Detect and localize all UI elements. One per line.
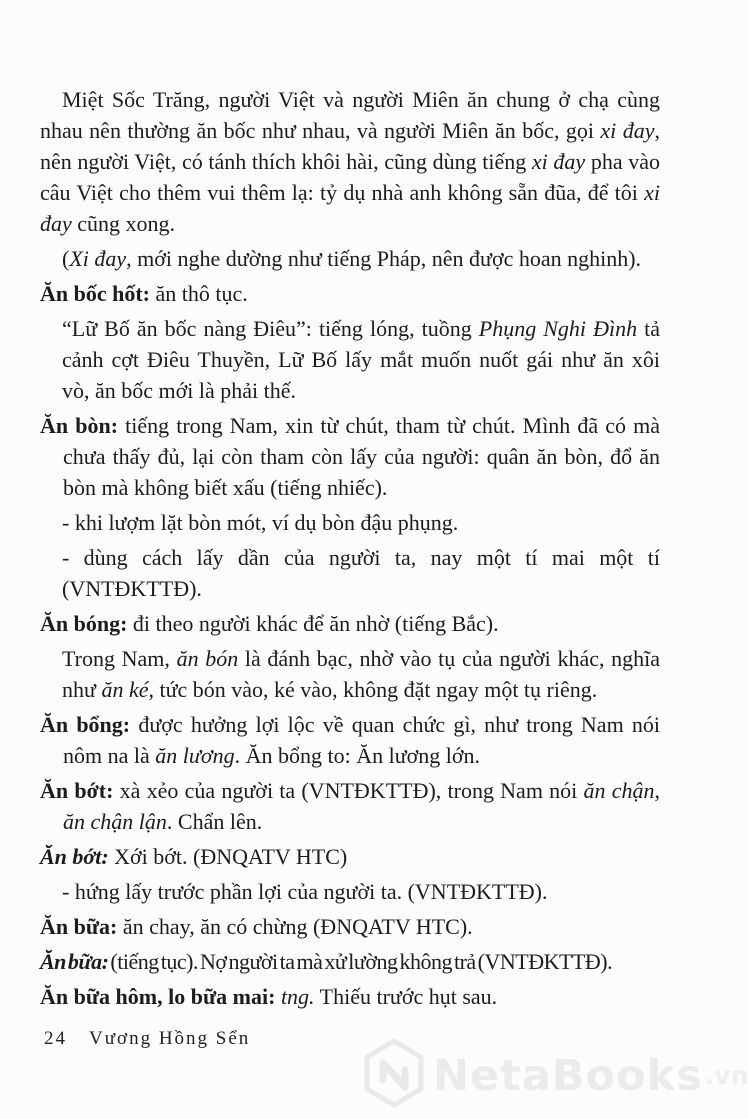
page-footer <box>44 1028 250 1050</box>
page-number: 24 <box>44 1028 67 1049</box>
netabooks-hexagon-n-logo-icon <box>362 1038 426 1113</box>
dictionary-entry: Ăn bữa: ăn chay, ăn có chừng (ĐNQATV HTC). <box>40 914 473 939</box>
dictionary-entry: Ăn bữa hôm, lo bữa mai: tng. Thiếu trước hụt sau. <box>40 984 498 1009</box>
dictionary-entry: Ăn bốc hốt: ăn thô tục. <box>40 281 248 306</box>
dictionary-entry: Ăn bữa: (tiếng tục). Nợ người ta mà xử lường không trả (VNTĐKTTĐ). <box>40 949 613 974</box>
paragraph: Trong Nam, ăn bón là đánh bạc, nhờ vào tụ của người khác, nghĩa như ăn ké, tức bón vào, ké vào, không đặt ngay một tụ riêng. <box>62 646 660 702</box>
dictionary-entry: Ăn bớt: Xới bớt. (ĐNQATV HTC) <box>40 844 348 869</box>
paragraph: “Lữ Bố ăn bốc nàng Điêu”: tiếng lóng, tuồng Phụng Nghi Đình tả cảnh cợt Điêu Thuyền, Lữ Bố lấy mắt muốn nuốt gái như ăn xôi vò, ăn bốc mới là phải thế. <box>62 316 660 403</box>
watermark <box>362 1038 748 1113</box>
watermark-brand-text: NetaBooks <box>433 1050 703 1101</box>
dictionary-entry: Ăn bổng: được hưởng lợi lộc về quan chức gì, như trong Nam nói nôm na là ăn lương. Ăn bổng to: Ăn lương lớn. <box>40 712 660 768</box>
page-body <box>40 84 660 1016</box>
dictionary-entry: Ăn bòn: tiếng trong Nam, xin từ chút, tham từ chút. Mình đã có mà chưa thấy đủ, lại còn tham còn lấy của người: quân ăn bòn, đổ ăn bòn mà không biết xấu (tiếng nhiếc). <box>40 413 661 500</box>
paragraph: Miệt Sốc Trăng, người Việt và người Miên ăn chung ở chạ cùng nhau nên thường ăn bốc như nhau, và người Miên ăn bốc, gọi xi đay, nên người Việt, có tánh thích khôi hài, cũng dùng tiếng xi đay pha vào câu Việt cho thêm vui thêm lạ: tỷ dụ nhà anh không sẵn đũa, để tôi xi đay cũng xong. <box>40 87 660 236</box>
paragraph: - hứng lấy trước phần lợi của người ta. (VNTĐKTTĐ). <box>62 879 548 904</box>
paragraph: - dùng cách lấy dần của người ta, nay một tí mai một tí (VNTĐKTTĐ). <box>62 545 660 601</box>
author-name: Vương Hồng Sển <box>89 1028 251 1049</box>
dictionary-entry: Ăn bóng: đi theo người khác để ăn nhờ (tiếng Bắc). <box>40 611 499 636</box>
dictionary-entry: Ăn bớt: xà xẻo của người ta (VNTĐKTTĐ), trong Nam nói ăn chận, ăn chận lận. Chẩn lên. <box>40 778 661 834</box>
paragraph: - khi lượm lặt bòn mót, ví dụ bòn đậu phụng. <box>62 510 459 535</box>
watermark-domain-suffix: .vn <box>704 1061 748 1090</box>
paragraph: (Xi đay, mới nghe dường như tiếng Pháp, nên được hoan nghinh). <box>62 246 642 271</box>
